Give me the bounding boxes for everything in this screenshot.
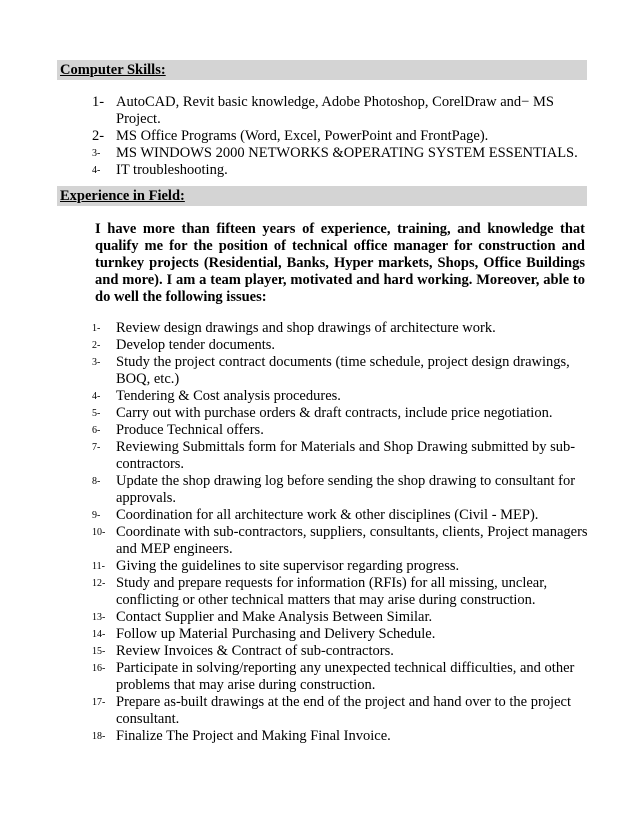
list-number: 2- [92, 340, 101, 351]
experience-intro-paragraph: I have more than fifteen years of experience, training, and knowledge that qualify me for the position of technical office manager for construction and turnkey projects (Residential, Banks, Hyper markets, Shops, Office Buildings and more). I am a team player, motivated and hard working. Moreover, able to do well the following issues: [95, 221, 585, 305]
list-item [92, 558, 592, 575]
list-number: 13- [92, 612, 106, 623]
list-item [92, 694, 592, 728]
list-number: 12- [92, 578, 106, 589]
list-text: Produce Technical offers. [116, 422, 264, 438]
list-number: 9- [92, 510, 101, 521]
list-item [92, 354, 592, 388]
list-text: Participate in solving/reporting any unexpected technical difficulties, and other problems that may arise during construction. [116, 660, 575, 693]
list-text: Study and prepare requests for information (RFIs) for all missing, unclear, conflicting or other technical matters that may arise during construction. [116, 575, 548, 608]
list-item [92, 626, 592, 643]
list-number: 1- [92, 94, 105, 110]
computer-skills-heading-text: Computer Skills: [60, 62, 166, 78]
list-number: 8- [92, 476, 101, 487]
list-item [92, 643, 592, 660]
list-item [92, 439, 592, 473]
list-number: 2- [92, 128, 105, 144]
list-item [92, 162, 592, 179]
list-number: 14- [92, 629, 106, 640]
list-number: 6- [92, 425, 101, 436]
list-number: 7- [92, 442, 101, 453]
list-text: MS Office Programs (Word, Excel, PowerPoint and FrontPage). [116, 128, 489, 144]
list-text: Coordinate with sub-contractors, suppliers, consultants, clients, Project managers and MEP engineers. [116, 524, 588, 557]
list-text: Update the shop drawing log before sending the shop drawing to consultant for approvals. [116, 473, 576, 506]
list-item [92, 405, 592, 422]
list-item [92, 575, 592, 609]
list-text: Giving the guidelines to site supervisor regarding progress. [116, 558, 460, 574]
experience-duties-list [92, 320, 592, 745]
list-item [92, 728, 592, 745]
list-text: Tendering & Cost analysis procedures. [116, 388, 341, 404]
list-text: Review design drawings and shop drawings of architecture work. [116, 320, 496, 336]
computer-skills-list [92, 94, 592, 179]
list-item [92, 94, 592, 128]
list-number: 17- [92, 697, 106, 708]
list-number: 5- [92, 408, 101, 419]
list-text: Review Invoices & Contract of sub-contractors. [116, 643, 394, 659]
list-item [92, 609, 592, 626]
list-text: Coordination for all architecture work & other disciplines (Civil - MEP). [116, 507, 539, 523]
list-text: Follow up Material Purchasing and Delivery Schedule. [116, 626, 436, 642]
experience-heading [57, 186, 587, 206]
list-item [92, 422, 592, 439]
list-item [92, 320, 592, 337]
list-text: Study the project contract documents (time schedule, project design drawings, BOQ, etc.) [116, 354, 570, 387]
list-item [92, 524, 592, 558]
list-item [92, 128, 592, 145]
list-number: 15- [92, 646, 106, 657]
list-number: 11- [92, 561, 105, 572]
list-number: 1- [92, 323, 101, 334]
list-number: 4- [92, 391, 101, 402]
list-text: Reviewing Submittals form for Materials and Shop Drawing submitted by sub-contractors. [116, 439, 576, 472]
list-text: Carry out with purchase orders & draft contracts, include price negotiation. [116, 405, 553, 421]
experience-heading-text: Experience in Field: [60, 188, 185, 204]
list-text: Finalize The Project and Making Final Invoice. [116, 728, 391, 744]
list-text: MS WINDOWS 2000 NETWORKS &OPERATING SYSTEM ESSENTIALS. [116, 145, 578, 161]
list-number: 16- [92, 663, 106, 674]
list-text: Prepare as-built drawings at the end of the project and hand over to the project consultant. [116, 694, 571, 727]
list-number: 18- [92, 731, 106, 742]
list-text: AutoCAD, Revit basic knowledge, Adobe Photoshop, CorelDraw and− MS Project. [116, 94, 554, 127]
computer-skills-heading [57, 60, 587, 80]
list-item [92, 145, 592, 162]
list-item [92, 660, 592, 694]
list-item [92, 507, 592, 524]
list-number: 10- [92, 527, 106, 538]
list-number: 4- [92, 165, 101, 176]
list-text: Develop tender documents. [116, 337, 276, 353]
list-item [92, 388, 592, 405]
list-text: IT troubleshooting. [116, 162, 228, 178]
list-item [92, 337, 592, 354]
list-text: Contact Supplier and Make Analysis Between Similar. [116, 609, 433, 625]
list-number: 3- [92, 357, 101, 368]
list-number: 3- [92, 148, 101, 159]
list-item [92, 473, 592, 507]
